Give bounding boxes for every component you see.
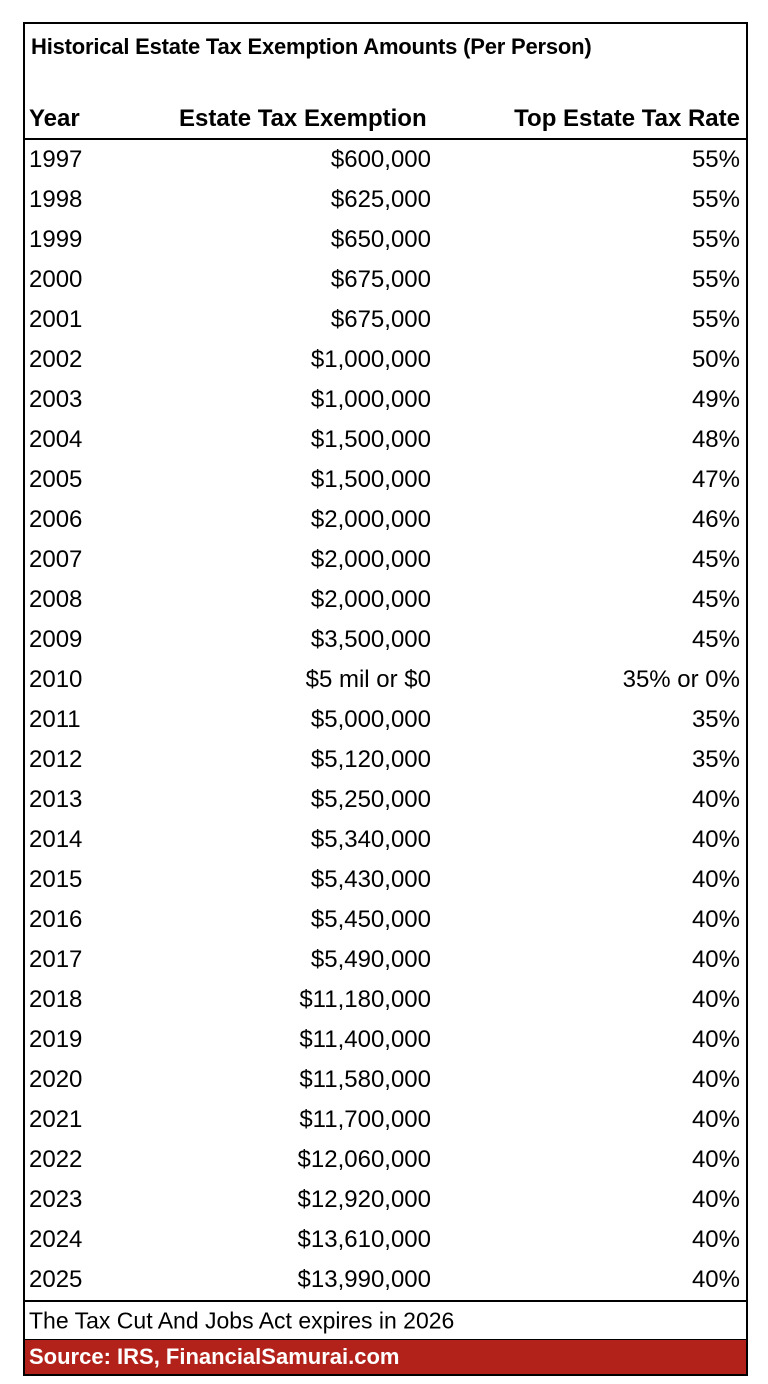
table-row: [25, 620, 746, 660]
cell-year: 2003: [29, 386, 83, 413]
cell-exemption: $5,450,000: [310, 906, 431, 933]
table-row: [25, 1100, 746, 1140]
table-body: [25, 140, 746, 1300]
table-row: [25, 940, 746, 980]
cell-year: 2020: [29, 1066, 83, 1093]
table-row: [25, 1260, 746, 1300]
cell-rate: 50%: [691, 346, 740, 373]
cell-year: 2009: [29, 626, 83, 653]
cell-rate: 55%: [691, 266, 740, 293]
cell-exemption: $12,060,000: [297, 1146, 431, 1173]
cell-exemption: $2,000,000: [310, 546, 431, 573]
table-row: [25, 780, 746, 820]
cell-exemption: $12,920,000: [297, 1186, 431, 1213]
cell-year: 2018: [29, 986, 83, 1013]
header-rate: Top Estate Tax Rate: [514, 105, 740, 132]
cell-exemption: $675,000: [330, 306, 431, 333]
cell-year: 2012: [29, 746, 83, 773]
source-text: Source: IRS, FinancialSamurai.com: [29, 1344, 400, 1369]
cell-exemption: $13,610,000: [297, 1226, 431, 1253]
footer-note: [25, 1300, 746, 1340]
table-row: [25, 420, 746, 460]
cell-year: 2025: [29, 1266, 83, 1293]
cell-year: 2007: [29, 546, 83, 573]
cell-year: 2005: [29, 466, 83, 493]
cell-rate: 55%: [691, 146, 740, 173]
table-row: [25, 1060, 746, 1100]
cell-year: 2015: [29, 866, 83, 893]
cell-year: 2019: [29, 1026, 83, 1053]
source-bar: [25, 1340, 746, 1374]
table-row: [25, 900, 746, 940]
cell-rate: 45%: [691, 586, 740, 613]
cell-rate: 40%: [691, 1026, 740, 1053]
cell-rate: 40%: [691, 1226, 740, 1253]
cell-rate: 40%: [691, 786, 740, 813]
cell-exemption: $5 mil or $0: [305, 666, 431, 693]
cell-exemption: $650,000: [330, 226, 431, 253]
table-row: [25, 260, 746, 300]
cell-year: 2016: [29, 906, 83, 933]
cell-exemption: $5,120,000: [310, 746, 431, 773]
cell-year: 2021: [29, 1106, 83, 1133]
table-row: [25, 820, 746, 860]
cell-rate: 40%: [691, 1106, 740, 1133]
table-row: [25, 140, 746, 180]
cell-rate: 47%: [691, 466, 740, 493]
table-row: [25, 700, 746, 740]
cell-rate: 55%: [691, 306, 740, 333]
cell-year: 2006: [29, 506, 83, 533]
cell-exemption: $625,000: [330, 186, 431, 213]
table-row: [25, 1020, 746, 1060]
cell-rate: 40%: [691, 986, 740, 1013]
cell-rate: 46%: [691, 506, 740, 533]
cell-exemption: $3,500,000: [310, 626, 431, 653]
cell-exemption: $2,000,000: [310, 586, 431, 613]
cell-rate: 49%: [691, 386, 740, 413]
cell-year: 2014: [29, 826, 83, 853]
header-exemption: Estate Tax Exemption: [179, 105, 427, 132]
cell-exemption: $11,400,000: [299, 1026, 431, 1053]
estate-tax-table: [23, 22, 748, 1376]
cell-exemption: $600,000: [330, 146, 431, 173]
table-row: [25, 1180, 746, 1220]
table-row: [25, 180, 746, 220]
cell-year: 2001: [29, 306, 83, 333]
table-row: [25, 340, 746, 380]
cell-year: 2004: [29, 426, 83, 453]
cell-rate: 40%: [691, 866, 740, 893]
cell-year: 2024: [29, 1226, 83, 1253]
cell-rate: 40%: [691, 1066, 740, 1093]
cell-exemption: $1,000,000: [310, 346, 431, 373]
cell-exemption: $5,340,000: [310, 826, 431, 853]
cell-rate: 40%: [691, 906, 740, 933]
cell-exemption: $13,990,000: [297, 1266, 431, 1293]
cell-exemption: $5,250,000: [310, 786, 431, 813]
cell-year: 1997: [29, 146, 83, 173]
cell-exemption: $2,000,000: [310, 506, 431, 533]
cell-year: 2010: [29, 666, 83, 693]
table-row: [25, 500, 746, 540]
cell-rate: 40%: [691, 826, 740, 853]
cell-year: 2013: [29, 786, 83, 813]
cell-year: 1999: [29, 226, 83, 253]
table-row: [25, 980, 746, 1020]
table-row: [25, 1220, 746, 1260]
cell-rate: 40%: [691, 1266, 740, 1293]
cell-year: 2011: [29, 706, 81, 733]
table-row: [25, 380, 746, 420]
table-row: [25, 740, 746, 780]
cell-rate: 48%: [691, 426, 740, 453]
header-row: [25, 100, 746, 140]
cell-year: 2000: [29, 266, 83, 293]
cell-year: 1998: [29, 186, 83, 213]
cell-exemption: $5,490,000: [310, 946, 431, 973]
cell-exemption: $675,000: [330, 266, 431, 293]
cell-exemption: $5,000,000: [310, 706, 431, 733]
header-year: Year: [29, 105, 80, 132]
cell-rate: 55%: [691, 226, 740, 253]
cell-rate: 40%: [691, 946, 740, 973]
cell-rate: 35%: [691, 706, 740, 733]
cell-exemption: $5,430,000: [310, 866, 431, 893]
cell-rate: 45%: [691, 626, 740, 653]
cell-exemption: $11,700,000: [299, 1106, 431, 1133]
cell-year: 2008: [29, 586, 83, 613]
cell-rate: 55%: [691, 186, 740, 213]
cell-rate: 45%: [691, 546, 740, 573]
cell-year: 2002: [29, 346, 83, 373]
table-row: [25, 540, 746, 580]
cell-rate: 40%: [691, 1186, 740, 1213]
cell-rate: 35% or 0%: [622, 666, 740, 693]
cell-exemption: $1,500,000: [310, 466, 431, 493]
table-title: Historical Estate Tax Exemption Amounts (Per Person): [31, 34, 592, 59]
cell-year: 2023: [29, 1186, 83, 1213]
footer-note-text: The Tax Cut And Jobs Act expires in 2026: [29, 1307, 455, 1333]
cell-exemption: $11,180,000: [299, 986, 431, 1013]
table-row: [25, 300, 746, 340]
cell-rate: 40%: [691, 1146, 740, 1173]
table-row: [25, 660, 746, 700]
table-row: [25, 580, 746, 620]
cell-year: 2017: [29, 946, 83, 973]
table-row: [25, 860, 746, 900]
table-row: [25, 1140, 746, 1180]
cell-rate: 35%: [691, 746, 740, 773]
cell-exemption: $1,000,000: [310, 386, 431, 413]
cell-exemption: $11,580,000: [299, 1066, 431, 1093]
cell-year: 2022: [29, 1146, 83, 1173]
cell-exemption: $1,500,000: [310, 426, 431, 453]
table-row: [25, 460, 746, 500]
table-row: [25, 220, 746, 260]
